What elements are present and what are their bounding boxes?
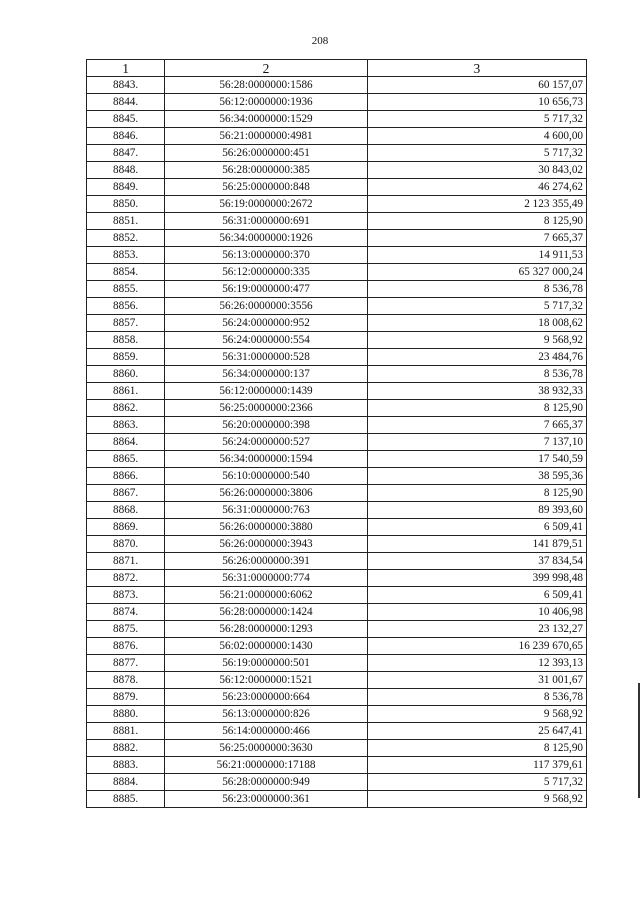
cadastral-number-cell: 56:31:0000000:528 — [165, 349, 368, 366]
value-cell: 8 125,90 — [367, 485, 586, 502]
row-number-cell: 8878. — [87, 672, 165, 689]
cadastral-number-cell: 56:26:0000000:3806 — [165, 485, 368, 502]
value-cell: 12 393,13 — [367, 655, 586, 672]
row-number-cell: 8862. — [87, 400, 165, 417]
row-number-cell: 8854. — [87, 264, 165, 281]
cadastral-number-cell: 56:24:0000000:952 — [165, 315, 368, 332]
table-row — [87, 230, 587, 247]
value-cell: 89 393,60 — [367, 502, 586, 519]
cadastral-number-cell: 56:13:0000000:826 — [165, 706, 368, 723]
cadastral-number-cell: 56:21:0000000:17188 — [165, 757, 368, 774]
cadastral-number-cell: 56:24:0000000:554 — [165, 332, 368, 349]
row-number-cell: 8874. — [87, 604, 165, 621]
row-number-cell: 8867. — [87, 485, 165, 502]
cadastral-number-cell: 56:34:0000000:1529 — [165, 111, 368, 128]
table-row — [87, 502, 587, 519]
value-cell: 38 932,33 — [367, 383, 586, 400]
row-number-cell: 8850. — [87, 196, 165, 213]
table-row — [87, 638, 587, 655]
cadastral-number-cell: 56:25:0000000:848 — [165, 179, 368, 196]
cadastral-number-cell: 56:26:0000000:451 — [165, 145, 368, 162]
cadastral-number-cell: 56:34:0000000:137 — [165, 366, 368, 383]
table-row — [87, 519, 587, 536]
table-row — [87, 247, 587, 264]
table-row — [87, 281, 587, 298]
cadastral-number-cell: 56:28:0000000:1586 — [165, 77, 368, 94]
table-row — [87, 162, 587, 179]
value-cell: 23 484,76 — [367, 349, 586, 366]
value-cell: 117 379,61 — [367, 757, 586, 774]
cadastral-number-cell: 56:12:0000000:335 — [165, 264, 368, 281]
value-cell: 5 717,32 — [367, 774, 586, 791]
row-number-cell: 8873. — [87, 587, 165, 604]
value-cell: 7 665,37 — [367, 230, 586, 247]
table-row — [87, 366, 587, 383]
value-cell: 8 125,90 — [367, 213, 586, 230]
table-row — [87, 604, 587, 621]
table-row — [87, 621, 587, 638]
value-cell: 14 911,53 — [367, 247, 586, 264]
row-number-cell: 8882. — [87, 740, 165, 757]
table-row — [87, 791, 587, 808]
cadastral-number-cell: 56:19:0000000:477 — [165, 281, 368, 298]
value-cell: 5 717,32 — [367, 298, 586, 315]
row-number-cell: 8885. — [87, 791, 165, 808]
cadastral-number-cell: 56:23:0000000:361 — [165, 791, 368, 808]
cadastral-number-cell: 56:28:0000000:385 — [165, 162, 368, 179]
cadastral-number-cell: 56:13:0000000:370 — [165, 247, 368, 264]
value-cell: 8 536,78 — [367, 689, 586, 706]
value-cell: 8 125,90 — [367, 740, 586, 757]
row-number-cell: 8855. — [87, 281, 165, 298]
cadastral-number-cell: 56:14:0000000:466 — [165, 723, 368, 740]
row-number-cell: 8844. — [87, 94, 165, 111]
table-row — [87, 757, 587, 774]
row-number-cell: 8880. — [87, 706, 165, 723]
column-header-2: 2 — [165, 60, 368, 77]
row-number-cell: 8877. — [87, 655, 165, 672]
table-row — [87, 349, 587, 366]
row-number-cell: 8846. — [87, 128, 165, 145]
value-cell: 46 274,62 — [367, 179, 586, 196]
table-row — [87, 723, 587, 740]
value-cell: 5 717,32 — [367, 111, 586, 128]
value-cell: 6 509,41 — [367, 587, 586, 604]
cadastral-number-cell: 56:26:0000000:3556 — [165, 298, 368, 315]
row-number-cell: 8884. — [87, 774, 165, 791]
table-row — [87, 570, 587, 587]
table-row — [87, 383, 587, 400]
cadastral-number-cell: 56:28:0000000:1293 — [165, 621, 368, 638]
column-header-1: 1 — [87, 60, 165, 77]
table-row — [87, 672, 587, 689]
cadastral-number-cell: 56:19:0000000:2672 — [165, 196, 368, 213]
value-cell: 30 843,02 — [367, 162, 586, 179]
value-cell: 9 568,92 — [367, 332, 586, 349]
value-cell: 4 600,00 — [367, 128, 586, 145]
value-cell: 38 595,36 — [367, 468, 586, 485]
cadastral-number-cell: 56:31:0000000:763 — [165, 502, 368, 519]
row-number-cell: 8848. — [87, 162, 165, 179]
row-number-cell: 8881. — [87, 723, 165, 740]
cadastral-number-cell: 56:28:0000000:949 — [165, 774, 368, 791]
value-cell: 31 001,67 — [367, 672, 586, 689]
value-cell: 9 568,92 — [367, 791, 586, 808]
table-row — [87, 264, 587, 281]
value-cell: 17 540,59 — [367, 451, 586, 468]
column-header-3: 3 — [367, 60, 586, 77]
row-number-cell: 8861. — [87, 383, 165, 400]
table-row — [87, 145, 587, 162]
value-cell: 16 239 670,65 — [367, 638, 586, 655]
cadastral-number-cell: 56:23:0000000:664 — [165, 689, 368, 706]
table-row — [87, 468, 587, 485]
cadastral-number-cell: 56:31:0000000:691 — [165, 213, 368, 230]
row-number-cell: 8865. — [87, 451, 165, 468]
table-row — [87, 400, 587, 417]
cadastral-number-cell: 56:28:0000000:1424 — [165, 604, 368, 621]
value-cell: 399 998,48 — [367, 570, 586, 587]
table-row — [87, 485, 587, 502]
cadastral-number-cell: 56:25:0000000:3630 — [165, 740, 368, 757]
row-number-cell: 8883. — [87, 757, 165, 774]
row-number-cell: 8847. — [87, 145, 165, 162]
cadastral-number-cell: 56:26:0000000:391 — [165, 553, 368, 570]
cadastral-number-cell: 56:02:0000000:1430 — [165, 638, 368, 655]
cadastral-number-cell: 56:26:0000000:3943 — [165, 536, 368, 553]
row-number-cell: 8870. — [87, 536, 165, 553]
value-cell: 10 406,98 — [367, 604, 586, 621]
row-number-cell: 8869. — [87, 519, 165, 536]
row-number-cell: 8866. — [87, 468, 165, 485]
page-number: 208 — [311, 35, 329, 47]
table-row — [87, 740, 587, 757]
table-row — [87, 417, 587, 434]
cadastral-number-cell: 56:26:0000000:3880 — [165, 519, 368, 536]
row-number-cell: 8879. — [87, 689, 165, 706]
row-number-cell: 8859. — [87, 349, 165, 366]
table-row — [87, 706, 587, 723]
row-number-cell: 8858. — [87, 332, 165, 349]
cadastral-number-cell: 56:21:0000000:4981 — [165, 128, 368, 145]
row-number-cell: 8852. — [87, 230, 165, 247]
value-cell: 9 568,92 — [367, 706, 586, 723]
value-cell: 10 656,73 — [367, 94, 586, 111]
cadastral-number-cell: 56:24:0000000:527 — [165, 434, 368, 451]
value-cell: 60 157,07 — [367, 77, 586, 94]
table-row — [87, 655, 587, 672]
cadastral-number-cell: 56:34:0000000:1926 — [165, 230, 368, 247]
row-number-cell: 8860. — [87, 366, 165, 383]
row-number-cell: 8849. — [87, 179, 165, 196]
table-row — [87, 315, 587, 332]
row-number-cell: 8845. — [87, 111, 165, 128]
value-cell: 23 132,27 — [367, 621, 586, 638]
cadastral-number-cell: 56:12:0000000:1439 — [165, 383, 368, 400]
cadastral-number-cell: 56:21:0000000:6062 — [165, 587, 368, 604]
value-cell: 6 509,41 — [367, 519, 586, 536]
table-row — [87, 451, 587, 468]
table-row — [87, 128, 587, 145]
value-cell: 8 125,90 — [367, 400, 586, 417]
cadastral-number-cell: 56:19:0000000:501 — [165, 655, 368, 672]
row-number-cell: 8843. — [87, 77, 165, 94]
table-row — [87, 553, 587, 570]
value-cell: 18 008,62 — [367, 315, 586, 332]
row-number-cell: 8875. — [87, 621, 165, 638]
value-cell: 8 536,78 — [367, 366, 586, 383]
row-number-cell: 8876. — [87, 638, 165, 655]
table-row — [87, 587, 587, 604]
row-number-cell: 8868. — [87, 502, 165, 519]
value-cell: 25 647,41 — [367, 723, 586, 740]
value-cell: 5 717,32 — [367, 145, 586, 162]
table-row — [87, 196, 587, 213]
table-row — [87, 774, 587, 791]
row-number-cell: 8871. — [87, 553, 165, 570]
value-cell: 8 536,78 — [367, 281, 586, 298]
table-row — [87, 179, 587, 196]
table-row — [87, 111, 587, 128]
cadastral-number-cell: 56:12:0000000:1521 — [165, 672, 368, 689]
table-row — [87, 94, 587, 111]
value-cell: 141 879,51 — [367, 536, 586, 553]
table-row — [87, 689, 587, 706]
row-number-cell: 8851. — [87, 213, 165, 230]
value-cell: 7 665,37 — [367, 417, 586, 434]
cadastral-value-table — [86, 59, 587, 808]
table-row — [87, 298, 587, 315]
row-number-cell: 8856. — [87, 298, 165, 315]
table-row — [87, 77, 587, 94]
cadastral-number-cell: 56:31:0000000:774 — [165, 570, 368, 587]
row-number-cell: 8864. — [87, 434, 165, 451]
table-row — [87, 213, 587, 230]
row-number-cell: 8863. — [87, 417, 165, 434]
table-row — [87, 434, 587, 451]
value-cell: 37 834,54 — [367, 553, 586, 570]
row-number-cell: 8857. — [87, 315, 165, 332]
value-cell: 7 137,10 — [367, 434, 586, 451]
table-header-row — [87, 60, 587, 77]
table-row — [87, 332, 587, 349]
value-cell: 2 123 355,49 — [367, 196, 586, 213]
value-cell: 65 327 000,24 — [367, 264, 586, 281]
cadastral-number-cell: 56:34:0000000:1594 — [165, 451, 368, 468]
table-row — [87, 536, 587, 553]
cadastral-number-cell: 56:20:0000000:398 — [165, 417, 368, 434]
row-number-cell: 8872. — [87, 570, 165, 587]
row-number-cell: 8853. — [87, 247, 165, 264]
cadastral-number-cell: 56:10:0000000:540 — [165, 468, 368, 485]
cadastral-number-cell: 56:12:0000000:1936 — [165, 94, 368, 111]
cadastral-number-cell: 56:25:0000000:2366 — [165, 400, 368, 417]
